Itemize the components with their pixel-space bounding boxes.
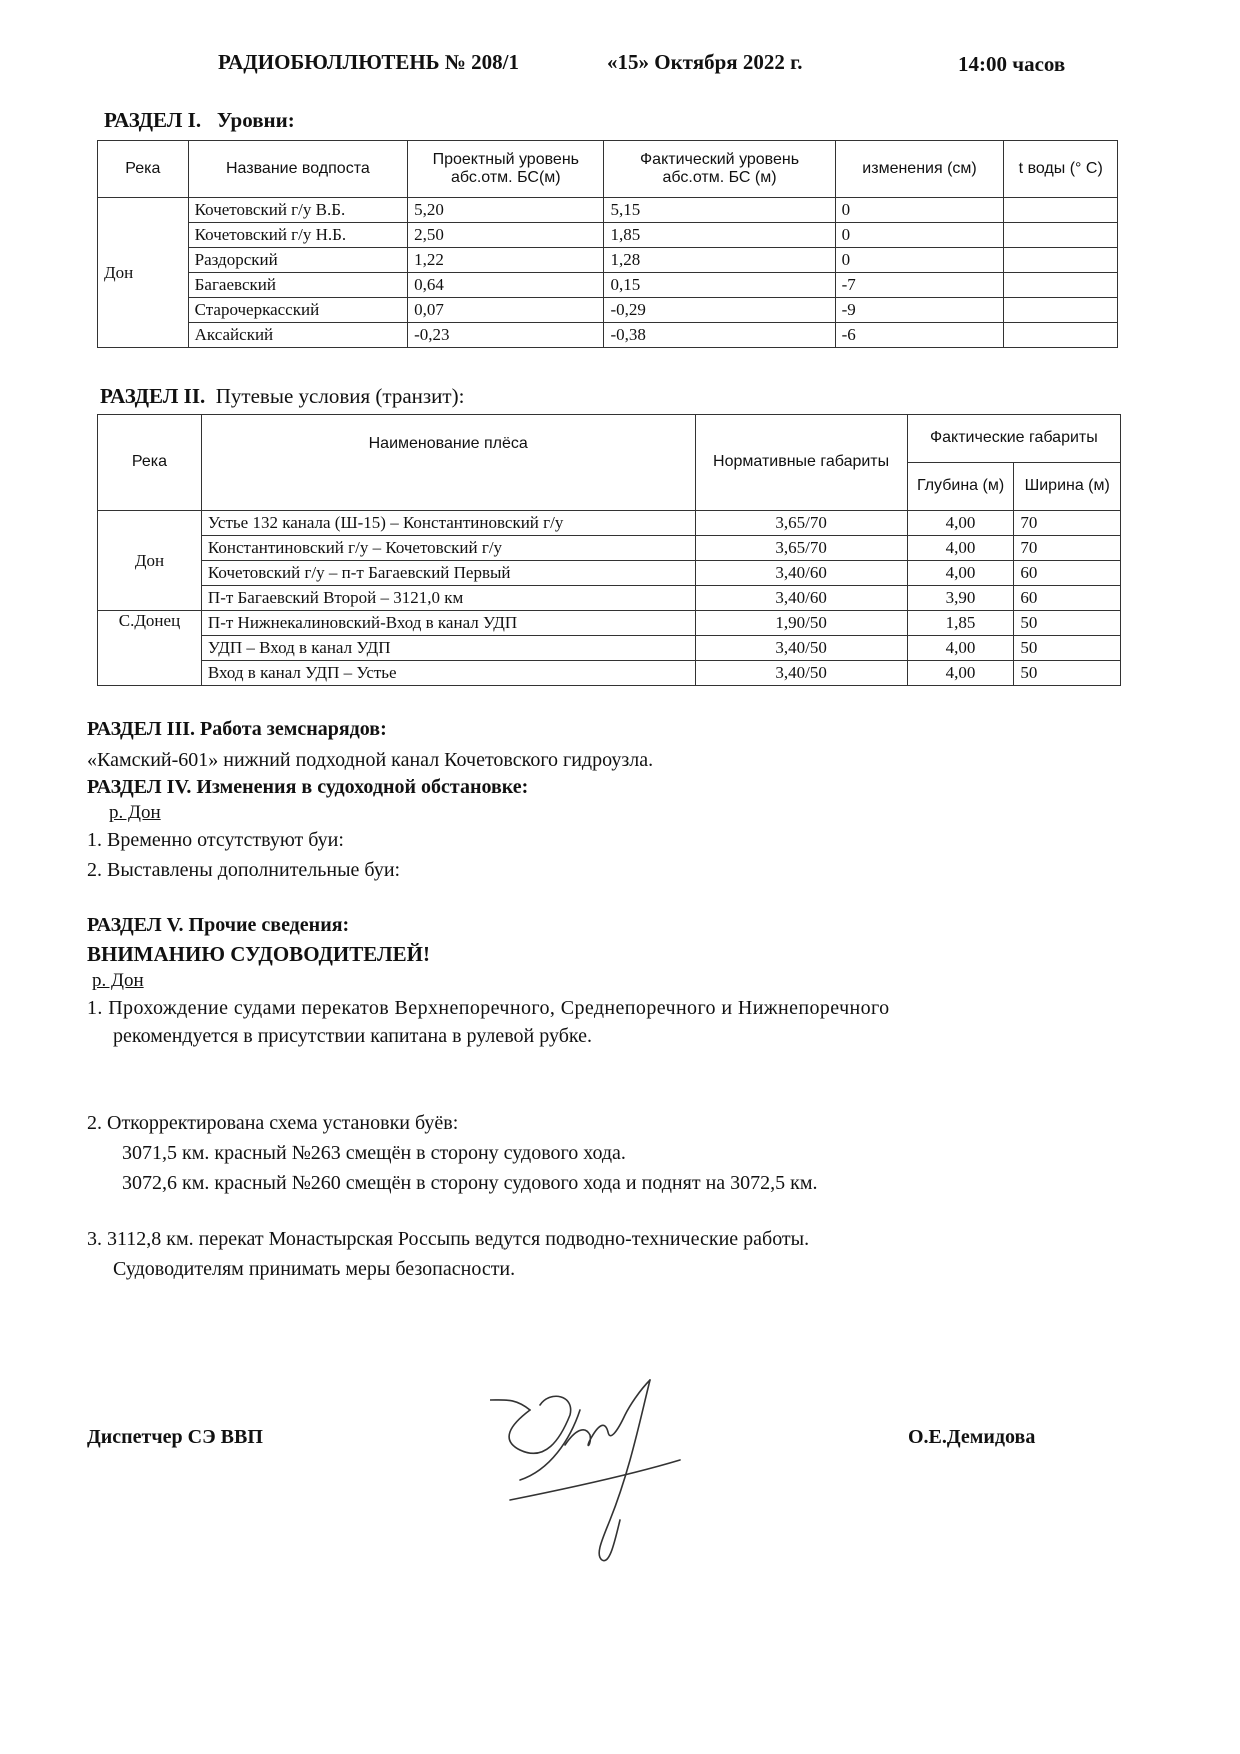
section2-label: РАЗДЕЛ II. — [100, 384, 206, 408]
design-cell: 0,64 — [408, 273, 604, 298]
design-cell: -0,23 — [408, 323, 604, 348]
section3-title: РАЗДЕЛ III. Работа земснарядов: — [87, 718, 387, 740]
design-cell: 1,22 — [408, 248, 604, 273]
actual-cell: 1,85 — [604, 223, 835, 248]
attention-heading: ВНИМАНИЮ СУДОВОДИТЕЛЕЙ! — [87, 942, 430, 966]
section3-text: «Камский-601» нижний подходной канал Кочетовского гидроузла. — [87, 749, 654, 771]
table-row — [98, 323, 1118, 348]
col-actual-dims: Фактические габариты — [907, 415, 1120, 463]
design-cell: 0,07 — [408, 298, 604, 323]
width-cell: 50 — [1014, 636, 1121, 661]
change-cell: -7 — [835, 273, 1004, 298]
norm-cell: 3,40/60 — [695, 586, 907, 611]
col-depth: Глубина (м) — [907, 463, 1014, 511]
temp-cell — [1004, 298, 1118, 323]
norm-cell: 3,40/60 — [695, 561, 907, 586]
width-cell: 70 — [1014, 536, 1121, 561]
post-cell: Багаевский — [188, 273, 407, 298]
col-reach: Наименование плёса — [201, 415, 695, 511]
table-row — [98, 636, 1121, 661]
change-cell: -6 — [835, 323, 1004, 348]
section5-item1-line1: 1. Прохождение судами перекатов Верхнепоречного, Среднепоречного и Нижнепоречного — [87, 997, 890, 1019]
river-cell: Дон — [98, 198, 189, 348]
depth-cell: 4,00 — [907, 511, 1014, 536]
post-cell: Аксайский — [188, 323, 407, 348]
reach-cell: П-т Багаевский Второй – 3121,0 км — [201, 586, 695, 611]
table-row — [98, 298, 1118, 323]
transit-table — [97, 414, 1121, 686]
col-actual-level: Фактический уровень абс.отм. БС (м) — [604, 141, 835, 198]
depth-cell: 4,00 — [907, 636, 1014, 661]
table-row — [98, 511, 1121, 536]
width-cell: 60 — [1014, 561, 1121, 586]
width-cell: 70 — [1014, 511, 1121, 536]
table-row — [98, 661, 1121, 686]
dispatcher-name: О.Е.Демидова — [908, 1426, 1036, 1448]
col-river: Река — [98, 415, 202, 511]
temp-cell — [1004, 223, 1118, 248]
table-row — [98, 248, 1118, 273]
actual-cell: 0,15 — [604, 273, 835, 298]
norm-cell: 1,90/50 — [695, 611, 907, 636]
change-cell: 0 — [835, 223, 1004, 248]
actual-cell: 1,28 — [604, 248, 835, 273]
section2-heading — [100, 384, 464, 409]
table-row — [98, 586, 1121, 611]
section4-river: р. Дон — [109, 802, 161, 823]
post-cell: Кочетовский г/у В.Б. — [188, 198, 407, 223]
width-cell: 60 — [1014, 586, 1121, 611]
reach-cell: Устье 132 канала (Ш-15) – Константиновский г/у — [201, 511, 695, 536]
reach-cell: Константиновский г/у – Кочетовский г/у — [201, 536, 695, 561]
design-cell: 2,50 — [408, 223, 604, 248]
norm-cell: 3,65/70 — [695, 536, 907, 561]
col-post: Название водпоста — [188, 141, 407, 198]
reach-cell: П-т Нижнекалиновский-Вход в канал УДП — [201, 611, 695, 636]
river-cell: С.Донец — [98, 611, 202, 686]
width-cell: 50 — [1014, 611, 1121, 636]
depth-cell: 1,85 — [907, 611, 1014, 636]
section4-title: РАЗДЕЛ IV. Изменения в судоходной обстановке: — [87, 776, 529, 798]
section5-title: РАЗДЕЛ V. Прочие сведения: — [87, 914, 350, 936]
temp-cell — [1004, 273, 1118, 298]
river-cell: Дон — [98, 511, 202, 611]
reach-cell: Кочетовский г/у – п-т Багаевский Первый — [201, 561, 695, 586]
section5-river: р. Дон — [92, 970, 144, 991]
section5-item3-line2: Судоводителям принимать меры безопасности. — [113, 1258, 516, 1280]
post-cell: Старочеркасский — [188, 298, 407, 323]
temp-cell — [1004, 198, 1118, 223]
change-cell: 0 — [835, 248, 1004, 273]
section5-item2-line1: 2. Откорректирована схема установки буёв: — [87, 1112, 459, 1134]
section5-item3-line1: 3. 3112,8 км. перекат Монастырская Россыпь ведутся подводно-технические работы. — [87, 1228, 810, 1250]
bulletin-time: 14:00 часов — [958, 52, 1066, 76]
signature — [490, 1370, 720, 1570]
norm-cell: 3,40/50 — [695, 661, 907, 686]
depth-cell: 4,00 — [907, 561, 1014, 586]
section5-item2-line3: 3072,6 км. красный №260 смещён в сторону судового хода и поднят на 3072,5 км. — [122, 1172, 818, 1194]
actual-cell: -0,38 — [604, 323, 835, 348]
actual-cell: -0,29 — [604, 298, 835, 323]
table-row — [98, 198, 1118, 223]
actual-cell: 5,15 — [604, 198, 835, 223]
depth-cell: 4,00 — [907, 661, 1014, 686]
table-row — [98, 223, 1118, 248]
post-cell: Кочетовский г/у Н.Б. — [188, 223, 407, 248]
table-row — [98, 611, 1121, 636]
table-row — [98, 536, 1121, 561]
col-water-temp: t воды (° С) — [1004, 141, 1118, 198]
norm-cell: 3,65/70 — [695, 511, 907, 536]
section4-item-2: 2. Выставлены дополнительные буи: — [87, 859, 401, 881]
col-river: Река — [98, 141, 189, 198]
change-cell: -9 — [835, 298, 1004, 323]
levels-table — [97, 140, 1118, 348]
section1-title: Уровни: — [216, 108, 295, 132]
design-cell: 5,20 — [408, 198, 604, 223]
section2-title: Путевые условия (транзит): — [215, 384, 465, 408]
col-change: изменения (см) — [835, 141, 1004, 198]
bulletin-title: РАДИОБЮЛЛЮТЕНЬ № 208/1 — [218, 50, 519, 74]
depth-cell: 4,00 — [907, 536, 1014, 561]
temp-cell — [1004, 323, 1118, 348]
width-cell: 50 — [1014, 661, 1121, 686]
change-cell: 0 — [835, 198, 1004, 223]
col-normative: Нормативные габариты — [695, 415, 907, 511]
depth-cell: 3,90 — [907, 586, 1014, 611]
reach-cell: Вход в канал УДП – Устье — [201, 661, 695, 686]
section1-label: РАЗДЕЛ I. — [104, 108, 202, 132]
dispatcher-position: Диспетчер СЭ ВВП — [87, 1426, 263, 1448]
reach-cell: УДП – Вход в канал УДП — [201, 636, 695, 661]
bulletin-date: «15» Октября 2022 г. — [607, 50, 803, 74]
col-design-level: Проектный уровень абс.отм. БС(м) — [408, 141, 604, 198]
norm-cell: 3,40/50 — [695, 636, 907, 661]
post-cell: Раздорский — [188, 248, 407, 273]
table-row — [98, 561, 1121, 586]
section5-item2-line2: 3071,5 км. красный №263 смещён в сторону судового хода. — [122, 1142, 626, 1164]
temp-cell — [1004, 248, 1118, 273]
section4-item-1: 1. Временно отсутствуют буи: — [87, 829, 344, 851]
section1-heading — [104, 108, 295, 133]
table-row — [98, 273, 1118, 298]
section5-item1-line2: рекомендуется в присутствии капитана в рулевой рубке. — [113, 1025, 592, 1047]
col-width: Ширина (м) — [1014, 463, 1121, 511]
